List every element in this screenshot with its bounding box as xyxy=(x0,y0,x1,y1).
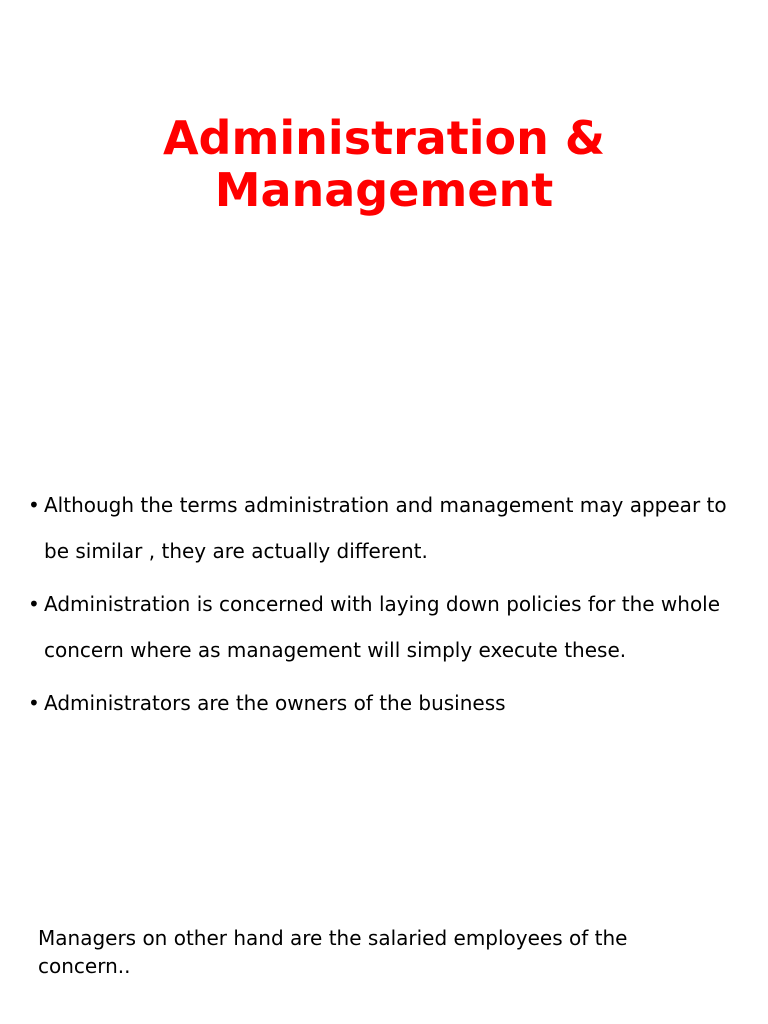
bullet-icon: • xyxy=(28,592,40,616)
bullet-item xyxy=(28,581,738,673)
slide-title xyxy=(0,112,768,216)
title-line-2: Management xyxy=(214,163,554,217)
bullet-text: Administration is concerned with laying down policies for the whole concern where as management will simply execute these. xyxy=(44,592,721,662)
bullet-icon: • xyxy=(28,691,40,715)
bullet-text: Administrators are the owners of the business xyxy=(44,691,506,715)
bullet-item xyxy=(28,680,738,726)
bullet-icon: • xyxy=(28,493,40,517)
bullet-list xyxy=(28,482,738,733)
managers-note: Managers on other hand are the salaried employees of the concern.. xyxy=(38,926,628,978)
bullet-item xyxy=(28,482,738,574)
title-line-1: Administration & xyxy=(162,111,606,165)
bullet-text: Although the terms administration and management may appear to be similar , they are actually different. xyxy=(44,493,727,563)
